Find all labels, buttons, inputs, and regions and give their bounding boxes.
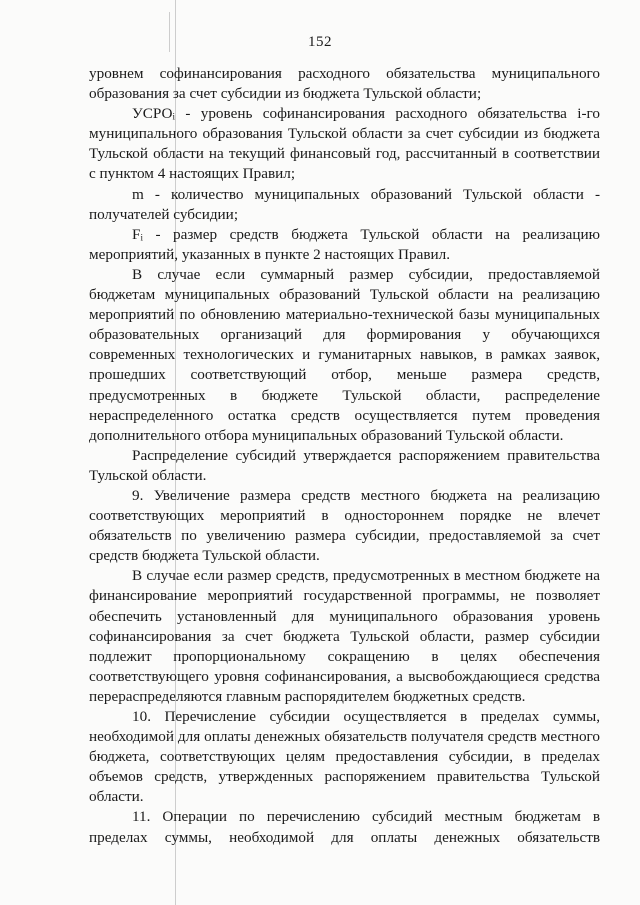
- paragraph: уровнем софинансирования расходного обязательства муниципального образования за счет субсидии из бюджета Тульской области;: [89, 65, 600, 103]
- paragraph: УСРОᵢ - уровень софинансирования расходного обязательства i-го муниципального образования Тульской области за счет субсидии из бюджета Тульской области на текущий финансовый год, рассчитанный в соответствии с пунктом 4 настоящих Правил;: [89, 105, 600, 183]
- paragraph: 10. Перечисление субсидии осуществляется в пределах суммы, необходимой для оплаты денежных обязательств получателя средств местного бюджета, соответствующих целям предоставления субсидии, в пределах объемов средств, утвержденных распоряжением правительства Тульской области.: [89, 708, 600, 806]
- paragraph: В случае если размер средств, предусмотренных в местном бюджете на финансирование мероприятий государственной программы, не позволяет обеспечить установленный для муниципального образования уровень софинансирования за счет бюджета Тульской области, размер субсидии подлежит пропорциональному сокращению в целях обеспечения соответствующего уровня софинансирования, а высвобождающиеся средства перераспределяются главным распорядителем бюджетных средств.: [89, 567, 600, 705]
- paragraph: Fᵢ - размер средств бюджета Тульской области на реализацию мероприятий, указанных в пункте 2 настоящих Правил.: [89, 225, 600, 263]
- paragraph: 9. Увеличение размера средств местного бюджета на реализацию соответствующих мероприятий в одностороннем порядке не влечет обязательств по увеличению размера субсидии, предоставляемой за счет средств бюджета Тульской области.: [89, 486, 600, 565]
- paragraph: Распределение субсидий утверждается распоряжением правительства Тульской области.: [89, 446, 600, 484]
- paragraph: m - количество муниципальных образований Тульской области - получателей субсидии;: [89, 185, 600, 223]
- paragraph: В случае если суммарный размер субсидии, предоставляемой бюджетам муниципальных образований Тульской области на реализацию мероприятий по обновлению материально-технической базы муниципальных образовательных организаций для формирования у обучающихся современных технологических и гуманитарных навыков, в рамках заявок, прошедших соответствующий отбор, меньше размера средств, предусмотренных в бюджете Тульской области, распределение нераспределенного остатка средств осуществляется путем проведения дополнительного отбора муниципальных образований Тульской области.: [89, 265, 600, 444]
- paragraph: 11. Операции по перечислению субсидий местным бюджетам в пределах суммы, необходимой для оплаты денежных обязательств: [89, 808, 600, 846]
- page-number: 152: [308, 34, 332, 50]
- document-body: [89, 64, 600, 848]
